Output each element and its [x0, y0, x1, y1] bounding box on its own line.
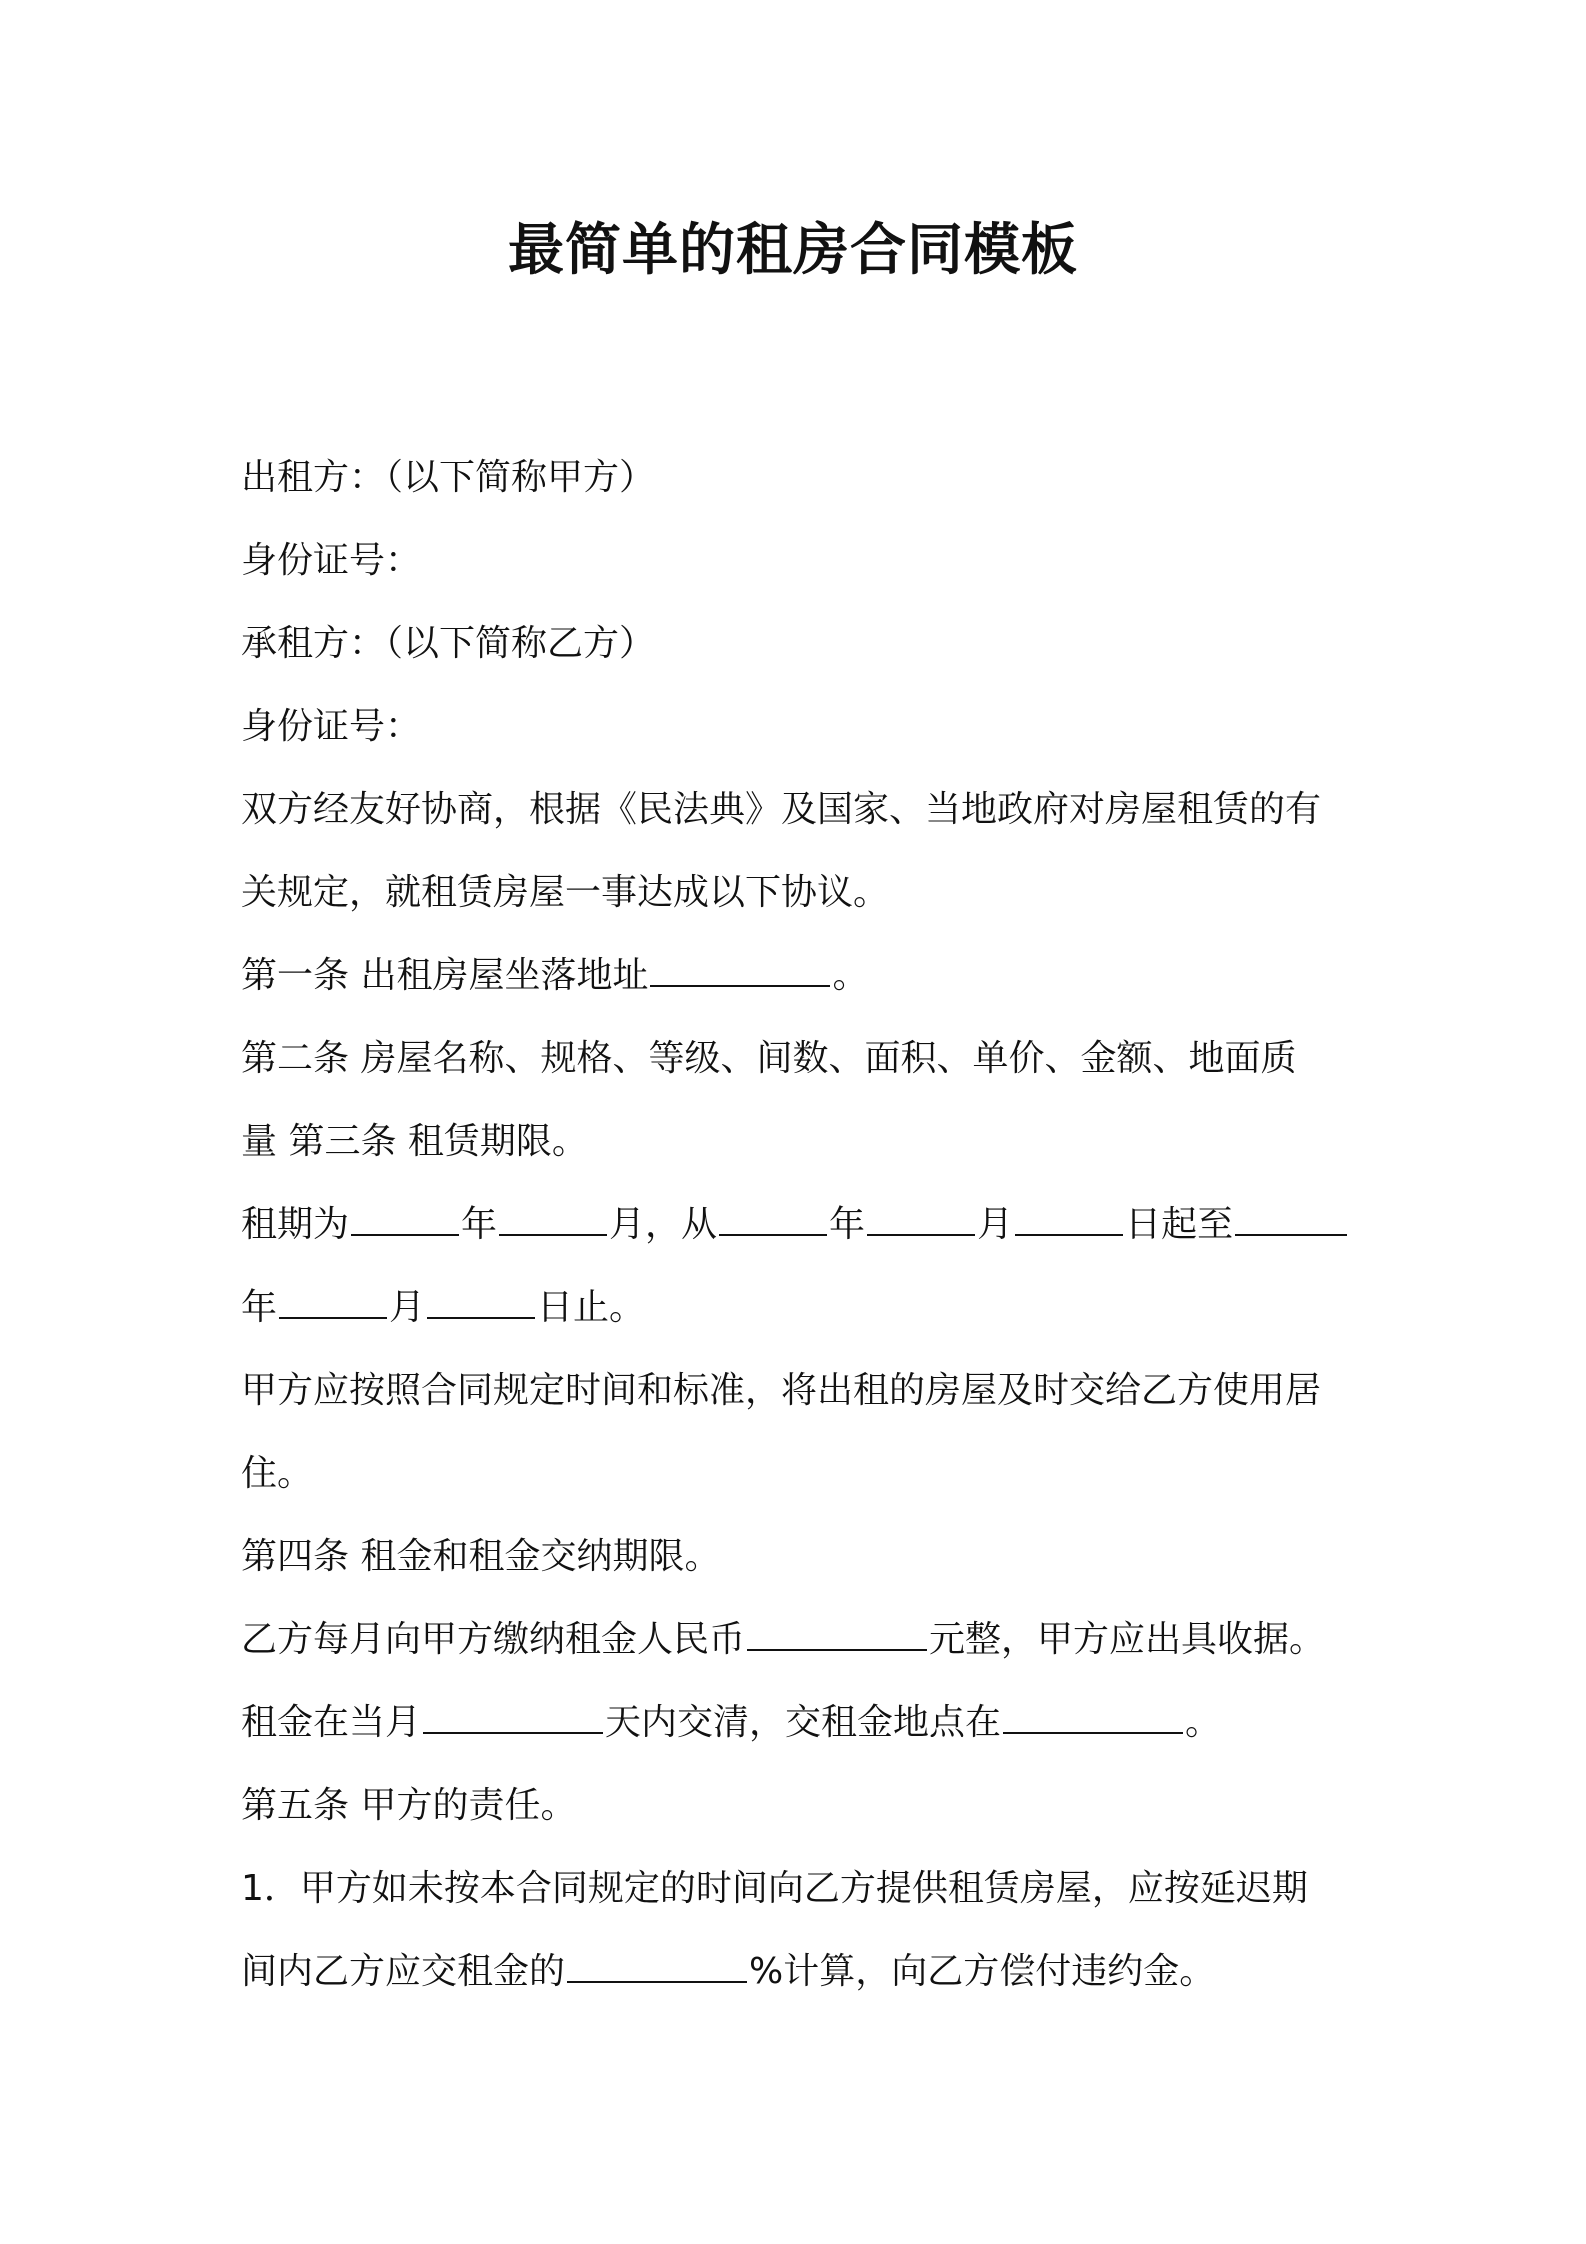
text-segment: 日起至 — [1125, 1204, 1234, 1245]
text-segment: 第一条 出租房屋坐落地址 — [241, 955, 649, 996]
text-segment: 租期为 — [241, 1204, 350, 1245]
text-segment: 甲方应按照合同规定时间和标准，将出租的房屋及时交给乙方使用居 — [241, 1370, 1322, 1411]
line-lessor-id — [241, 519, 1361, 602]
text-segment: 双方经友好协商，根据《民法典》及国家、当地政府对房屋租赁的有 — [241, 789, 1322, 830]
text-segment: 年 — [241, 1287, 278, 1328]
line-lessee-id — [241, 685, 1361, 768]
fill-blank-start-day[interactable] — [1015, 1233, 1123, 1236]
text-segment: 。 — [832, 955, 869, 996]
text-segment: 1．甲方如未按本合同规定的时间向乙方提供租赁房屋，应按延迟期 — [241, 1868, 1308, 1909]
fill-blank-start-year[interactable] — [719, 1233, 827, 1236]
line-lease-end — [241, 1266, 1361, 1349]
line-article-5 — [241, 1764, 1361, 1847]
text-segment: %计算，向乙方偿付违约金。 — [749, 1951, 1216, 1992]
line-article-2 — [241, 1017, 1361, 1100]
text-segment: 第五条 甲方的责任。 — [241, 1785, 577, 1826]
text-segment: 月 — [977, 1204, 1014, 1245]
fill-blank-days[interactable] — [423, 1731, 603, 1734]
text-segment: 出租方：（以下简称甲方） — [241, 457, 656, 498]
text-segment: 日止。 — [537, 1287, 646, 1328]
text-segment: 年 — [829, 1204, 866, 1245]
text-segment: 关规定，就租赁房屋一事达成以下协议。 — [241, 872, 890, 913]
line-lessor — [241, 436, 1361, 519]
fill-blank-end-month[interactable] — [279, 1316, 387, 1319]
text-segment: 月 — [389, 1287, 426, 1328]
line-handover-2 — [241, 1432, 1361, 1515]
text-segment: 身份证号： — [241, 540, 422, 581]
line-rent-payment — [241, 1681, 1361, 1764]
text-segment: 住。 — [241, 1453, 314, 1494]
line-clause-1-cont — [241, 1930, 1361, 2013]
text-segment: 承租方：（以下简称乙方） — [241, 623, 656, 664]
document-body — [241, 436, 1361, 2013]
line-article-4 — [241, 1515, 1361, 1598]
text-segment: 身份证号： — [241, 706, 422, 747]
text-segment: 乙方每月向甲方缴纳租金人民币 — [241, 1619, 746, 1660]
text-segment: 元整，甲方应出具收据。 — [929, 1619, 1326, 1660]
fill-blank-end-year[interactable] — [1235, 1233, 1347, 1236]
line-clause-1 — [241, 1847, 1361, 1930]
line-lease-term — [241, 1183, 1361, 1266]
fill-blank-years[interactable] — [351, 1233, 459, 1236]
line-article-3 — [241, 1100, 1361, 1183]
line-handover-1 — [241, 1349, 1361, 1432]
text-segment: 月，从 — [609, 1204, 718, 1245]
fill-blank-penalty-percent[interactable] — [567, 1980, 747, 1983]
text-segment: 天内交清，交租金地点在 — [605, 1702, 1002, 1743]
text-segment: 第二条 房屋名称、规格、等级、间数、面积、单价、金额、地面质 — [241, 1038, 1297, 1079]
line-rent-amount — [241, 1598, 1361, 1681]
text-segment: 第四条 租金和租金交纳期限。 — [241, 1536, 721, 1577]
line-intro-1 — [241, 768, 1361, 851]
fill-blank-end-day[interactable] — [427, 1316, 535, 1319]
fill-blank-address[interactable] — [650, 984, 830, 987]
document-title: 最简单的租房合同模板 — [508, 218, 1078, 283]
fill-blank-payment-place[interactable] — [1003, 1731, 1183, 1734]
text-segment: 。 — [1185, 1702, 1222, 1743]
text-segment: 租金在当月 — [241, 1702, 422, 1743]
text-segment: 年 — [461, 1204, 498, 1245]
fill-blank-months[interactable] — [499, 1233, 607, 1236]
line-article-1 — [241, 934, 1361, 1017]
fill-blank-rent[interactable] — [747, 1648, 927, 1651]
line-lessee — [241, 602, 1361, 685]
text-segment: 量 第三条 租赁期限。 — [241, 1121, 588, 1162]
line-intro-2 — [241, 851, 1361, 934]
fill-blank-start-month[interactable] — [867, 1233, 975, 1236]
text-segment: 间内乙方应交租金的 — [241, 1951, 566, 1992]
